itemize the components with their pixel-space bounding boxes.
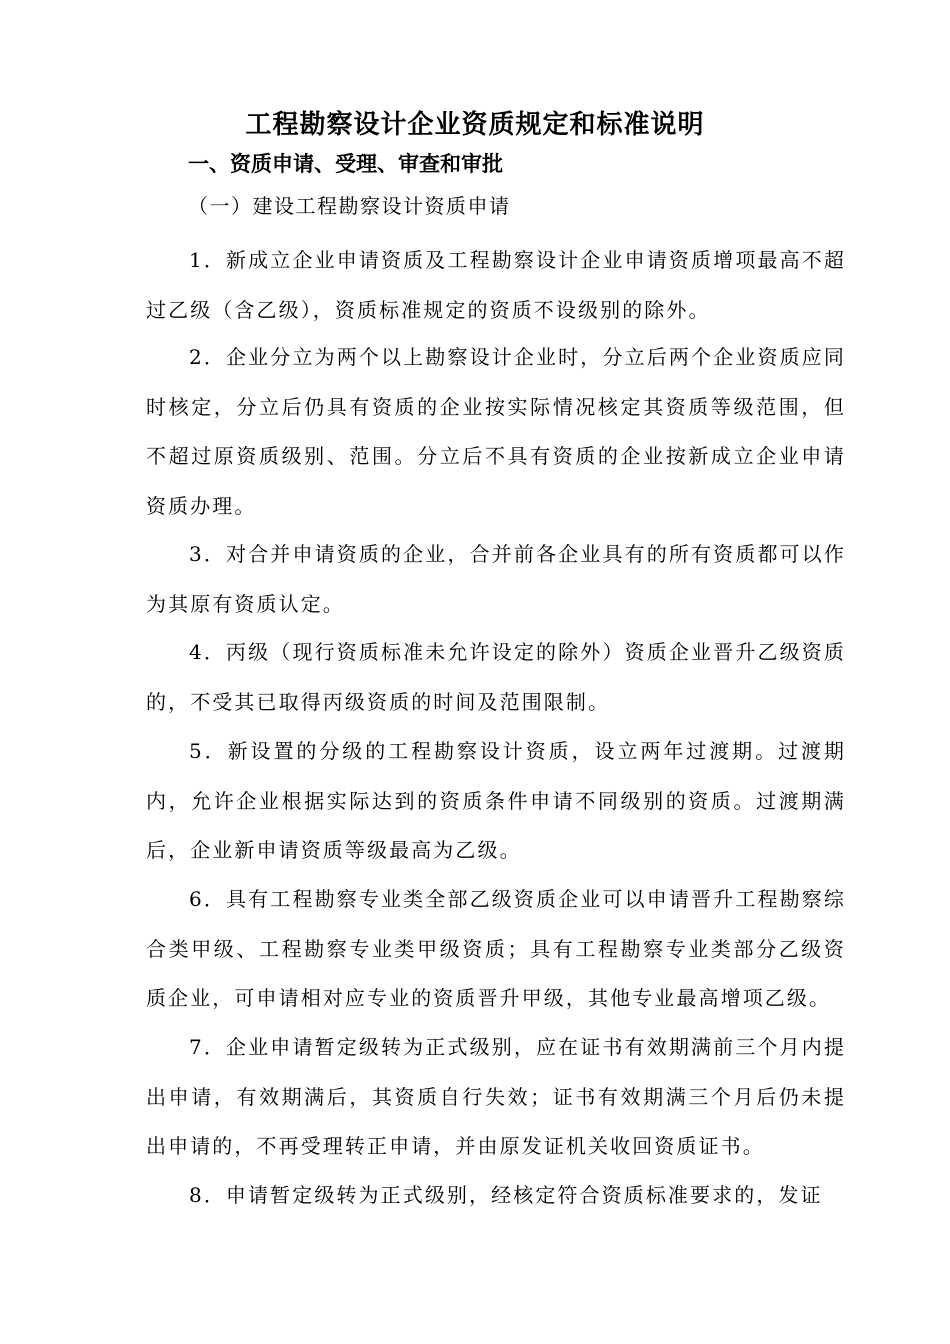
paragraph-6: 6．具有工程勘察专业类全部乙级资质企业可以申请晋升工程勘察综合类甲级、工程勘察专业类甲级资质；具有工程勘察专业类部分乙级资质企业，可申请相对应专业的资质晋升甲级，其他专业最高增项乙级。 <box>146 887 846 1010</box>
paragraph-3: 3．对合并申请资质的企业，合并前各企业具有的所有资质都可以作为其原有资质认定。 <box>146 542 846 616</box>
paragraph-8: 8．申请暂定级转为正式级别，经核定符合资质标准要求的，发证 <box>189 1183 823 1207</box>
section-heading: 一、资质申请、受理、审查和审批 <box>188 152 503 176</box>
paragraph-5: 5．新设置的分级的工程勘察设计资质，设立两年过渡期。过渡期内，允许企业根据实际达到的资质条件申请不同级别的资质。过渡期满后，企业新申请资质等级最高为乙级。 <box>146 739 846 862</box>
document-title: 工程勘察设计企业资质规定和标准说明 <box>245 110 705 140</box>
paragraph-1: 1．新成立企业申请资质及工程勘察设计企业申请资质增项最高不超过乙级（含乙级），资质标准规定的资质不设级别的除外。 <box>146 248 846 322</box>
paragraph-2: 2．企业分立为两个以上勘察设计企业时，分立后两个企业资质应同时核定，分立后仍具有资质的企业按实际情况核定其资质等级范围，但不超过原资质级别、范围。分立后不具有资质的企业按新成立企业申请资质办理。 <box>146 345 846 518</box>
sub-heading: （一）建设工程勘察设计资质申请 <box>188 194 511 218</box>
paragraph-4: 4．丙级（现行资质标准未允许设定的除外）资质企业晋升乙级资质的，不受其已取得丙级资质的时间及范围限制。 <box>146 640 846 714</box>
paragraph-7: 7．企业申请暂定级转为正式级别，应在证书有效期满前三个月内提出申请，有效期满后，其资质自行失效；证书有效期满三个月后仍未提出申请的，不再受理转正申请，并由原发证机关收回资质证书。 <box>146 1035 846 1158</box>
